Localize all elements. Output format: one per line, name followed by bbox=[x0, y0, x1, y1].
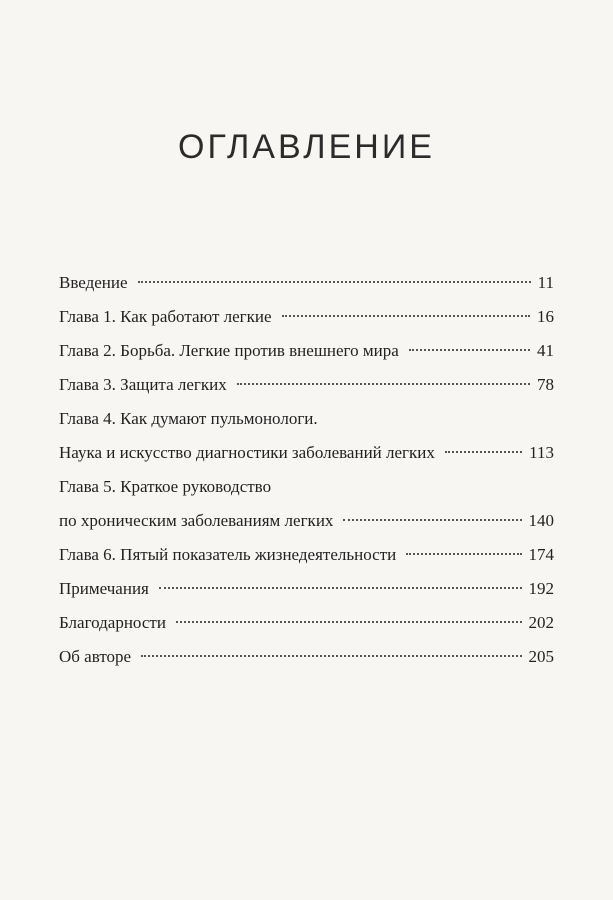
toc-entry-title: Об авторе bbox=[59, 647, 132, 666]
toc-page-number: 78 bbox=[537, 375, 554, 394]
toc-entry-chapter-4[interactable] bbox=[59, 402, 554, 470]
dot-leader bbox=[445, 451, 522, 453]
toc-page-number: 202 bbox=[528, 613, 554, 632]
toc-page-number: 11 bbox=[537, 273, 554, 292]
dot-leader bbox=[409, 349, 530, 351]
toc-page-number: 192 bbox=[528, 579, 554, 598]
toc-entry-title: Глава 3. Защита легких bbox=[59, 375, 227, 394]
dot-leader bbox=[282, 315, 530, 317]
dot-leader bbox=[406, 553, 521, 555]
dot-leader bbox=[138, 281, 531, 283]
toc-entry-title: Глава 1. Как работают легкие bbox=[59, 307, 272, 326]
toc-entry-chapter-6[interactable] bbox=[59, 538, 554, 572]
toc-entry-title: по хроническим заболеваниям легких bbox=[59, 511, 334, 530]
table-of-contents bbox=[59, 266, 554, 674]
page-title: ОГЛАВЛЕНИЕ bbox=[178, 128, 435, 166]
toc-entry-acknowledgements[interactable] bbox=[59, 606, 554, 640]
toc-page-number: 174 bbox=[528, 545, 554, 564]
toc-entry-title: Введение bbox=[59, 273, 128, 292]
toc-entry-notes[interactable] bbox=[59, 572, 554, 606]
dot-leader bbox=[343, 519, 521, 521]
dot-leader bbox=[159, 587, 522, 589]
toc-entry-title: Примечания bbox=[59, 579, 149, 598]
toc-entry-about-author[interactable] bbox=[59, 640, 554, 674]
toc-page-number: 16 bbox=[537, 307, 554, 326]
toc-entry-chapter-5[interactable] bbox=[59, 470, 554, 538]
toc-page-number: 140 bbox=[528, 511, 554, 530]
dot-leader bbox=[141, 655, 521, 657]
toc-page-number: 113 bbox=[529, 443, 554, 462]
toc-entry-chapter-3[interactable] bbox=[59, 368, 554, 402]
toc-entry-chapter-2[interactable] bbox=[59, 334, 554, 368]
toc-entry-title: Глава 6. Пятый показатель жизнедеятельности bbox=[59, 545, 397, 564]
toc-entry-introduction[interactable] bbox=[59, 266, 554, 300]
toc-entry-title: Глава 2. Борьба. Легкие против внешнего мира bbox=[59, 341, 399, 360]
toc-page-number: 205 bbox=[528, 647, 554, 666]
toc-entry-title: Наука и искусство диагностики заболеваний легких bbox=[59, 443, 435, 462]
dot-leader bbox=[176, 621, 522, 623]
toc-entry-chapter-1[interactable] bbox=[59, 300, 554, 334]
toc-entry-title: Благодарности bbox=[59, 613, 166, 632]
toc-entry-first-line: Глава 4. Как думают пульмонологи. bbox=[59, 409, 318, 428]
toc-entry-first-line: Глава 5. Краткое руководство bbox=[59, 477, 272, 496]
dot-leader bbox=[237, 383, 530, 385]
toc-page-number: 41 bbox=[537, 341, 554, 360]
